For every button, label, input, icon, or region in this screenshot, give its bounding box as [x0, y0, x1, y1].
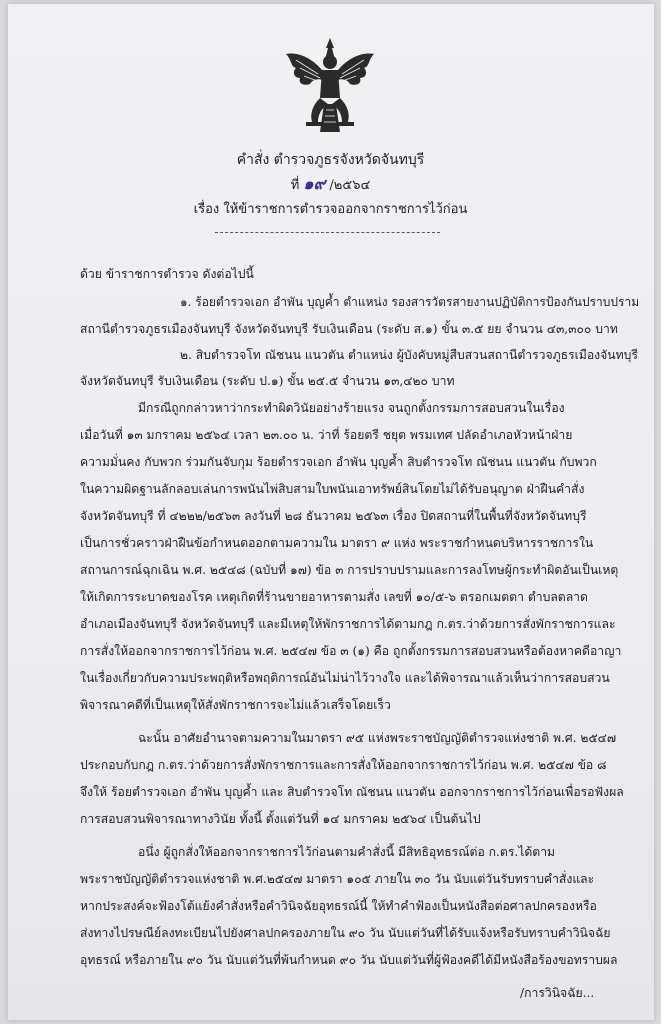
body-line: มีกรณีถูกกล่าวหาว่ากระทำผิดวินัยอย่างร้ายแรง จนถูกตั้งกรรมการสอบสวนในเรื่อง: [138, 401, 565, 415]
body-line: พระราชบัญญัติตำรวจแห่งชาติ พ.ศ.๒๕๔๗ มาตรา ๑๐๕ ภายใน ๓๐ วัน นับแต่วันรับทราบคำสั่งและ: [80, 872, 595, 886]
body-line: อนึ่ง ผู้ถูกสั่งให้ออกจากราชการไว้ก่อนตามคำสั่งนี้ มีสิทธิอุทธรณ์ต่อ ก.ตร.ได้ตาม: [138, 845, 556, 859]
body-line: เมื่อวันที่ ๑๓ มกราคม ๒๕๖๔ เวลา ๒๓.๐๐ น. ว่าที่ ร้อยตรี ชยุต พรมเทศ ปลัดอำเภอหัวหน้าฝ่าย: [80, 428, 573, 442]
body-line: การสอบสวนพิจารณาทางวินัย ทั้งนี้ ตั้งแต่วันที่ ๑๔ มกราคม ๒๕๖๔ เป็นต้นไป: [80, 812, 481, 826]
body-line: ๑. ร้อยตำรวจเอก อำพัน บุญค้ำ ตำแหน่ง รองสารวัตรสายงานปฏิบัติการป้องกันปราบปราม: [180, 295, 640, 309]
order-title: คำสั่ง ตำรวจภูธรจังหวัดจันทบุรี: [236, 152, 425, 168]
body-line: อุทธรณ์ หรือภายใน ๙๐ วัน นับแต่วันที่พ้นกำหนด ๙๐ วัน นับแต่วันที่ผู้ฟ้องคดีได้มีหนังสือร้องขอทราบผล: [80, 953, 618, 967]
continued-marker: /การวินิจฉัย...: [520, 986, 595, 1000]
body-line: หากประสงค์จะฟ้องโต้แย้งคำสั่งหรือคำวินิจฉัยอุทธรณ์นี้ ให้ทำคำฟ้องเป็นหนังสือต่อศาลปกครองหรือ: [80, 899, 597, 913]
order-number: [0, 176, 661, 194]
garuda-emblem-icon: [282, 36, 378, 136]
body-line: จังหวัดจันทบุรี รับเงินเดือน (ระดับ ป.๑) ขั้น ๒๕.๕ จำนวน ๑๓,๔๒๐ บาท: [80, 374, 455, 388]
body-line: ๒. สิบตำรวจโท ณัชนน แนวตัน ตำแหน่ง ผู้บังคับหมู่สืบสวนสถานีตำรวจภูธรเมืองจันทบุรี: [180, 348, 638, 362]
body-line: ด้วย ข้าราชการตำรวจ ดังต่อไปนี้: [80, 267, 254, 281]
body-line: ประกอบกับกฎ ก.ตร.ว่าด้วยการสั่งพักราชการและการสั่งให้ออกจากราชการไว้ก่อน พ.ศ. ๒๕๔๗ ข้อ ๘: [80, 758, 607, 772]
body-line: สถานการณ์ฉุกเฉิน พ.ศ. ๒๕๔๘ (ฉบับที่ ๑๗) ข้อ ๓ การปราบปรามและการลงโทษผู้กระทำผิดอันเป็นเหตุ: [80, 563, 619, 577]
body-line: ฉะนั้น อาศัยอำนาจตามความในมาตรา ๙๕ แห่งพระราชบัญญัติตำรวจแห่งชาติ พ.ศ. ๒๕๔๗: [138, 731, 617, 745]
body-line: สถานีตำรวจภูธรเมืองจันทบุรี จังหวัดจันทบุรี รับเงินเดือน (ระดับ ส.๑) ขั้น ๓.๕ ยย จำนวน ๔๓,๓๐๐ บาท: [80, 322, 618, 336]
body-line: เป็นการชั่วคราวฝ่าฝืนข้อกำหนดออกตามความใน มาตรา ๙ แห่ง พระราชกำหนดบริหารราชการใน: [80, 536, 594, 550]
body-line: จังหวัดจันทบุรี ที่ ๔๒๒๒/๒๕๖๓ ลงวันที่ ๒๘ ธันวาคม ๒๕๖๓ เรื่อง ปิดสถานที่ในพื้นที่จังหวัดจันทบุรี: [80, 509, 587, 523]
body-line: ในเรื่องเกี่ยวกับความประพฤติหรือพฤติการณ์อันไม่น่าไว้วางใจ และได้พิจารณาแล้วเห็นว่าการสอบสวน: [80, 671, 610, 685]
body-line: ความมั่นคง กับพวก ร่วมกันจับกุม ร้อยตำรวจเอก อำพัน บุญค้ำ สิบตำรวจโท ณัชนน แนวตัน กับพวก: [80, 455, 597, 469]
number-prefix: ที่: [290, 178, 300, 193]
body-line: พิจารณาคดีที่เป็นเหตุให้สั่งพักราชการจะไม่แล้วเสร็จโดยเร็ว: [80, 698, 391, 712]
body-line: จึงให้ ร้อยตำรวจเอก อำพัน บุญค้ำ และ สิบตำรวจโท ณัชนน แนวตัน ออกจากราชการไว้ก่อนเพื่อรอฟังผล: [80, 785, 624, 799]
body-line: ในความผิดฐานลักลอบเล่นการพนันไพ่สิบสามใบพนันเอาทรัพย์สินโดยไม่ได้รับอนุญาต ฝ่าฝืนคำสั่ง: [80, 482, 585, 496]
body-line: อำเภอเมืองจันทบุรี จังหวัดจันทบุรี และมีเหตุให้พักราชการได้ตามกฎ ก.ตร.ว่าด้วยการสั่งพักราชการและ: [80, 617, 616, 631]
body-line: ส่งทางไปรษณีย์ลงทะเบียนไปยังศาลปกครองภายใน ๙๐ วัน นับแต่วันที่ได้รับแจ้งหรือรับทราบคำวินิจฉัย: [80, 926, 611, 940]
body-line: ให้เกิดการระบาดของโรค เหตุเกิดที่ร้านขายอาหารตามสั่ง เลขที่ ๑๐/๕-๖ ตรอกเมตตา ตำบลตลาด: [80, 590, 588, 604]
body-line: การสั่งให้ออกจากราชการไว้ก่อน พ.ศ. ๒๕๔๗ ข้อ ๓ (๑) คือ ถูกตั้งกรรมการสอบสวนหรือต้องหาคดีอาญา: [80, 644, 622, 658]
number-suffix: /๒๕๖๔: [329, 178, 371, 193]
handwritten-number: ๑๙: [303, 174, 326, 193]
divider: [215, 232, 440, 233]
subject: เรื่อง ให้ข้าราชการตำรวจออกจากราชการไว้ก่อน: [193, 202, 468, 217]
